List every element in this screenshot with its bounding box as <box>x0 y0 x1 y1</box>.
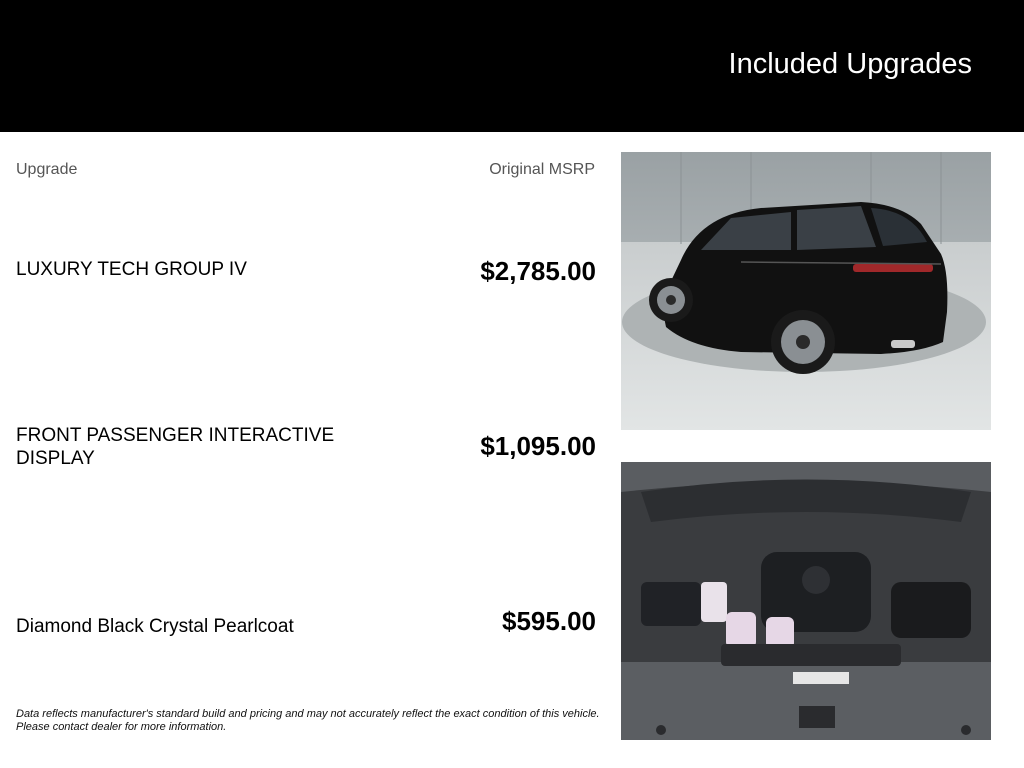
upgrade-price-2: $1,095.00 <box>480 431 596 461</box>
column-header-upgrade: Upgrade <box>16 161 78 178</box>
upgrade-price-1: $2,785.00 <box>480 256 596 286</box>
engine-bay-photo <box>621 462 991 740</box>
column-header-msrp: Original MSRP <box>489 161 595 178</box>
upgrade-name-1: LUXURY TECH GROUP IV <box>16 259 247 280</box>
upgrade-name-3: Diamond Black Crystal Pearlcoat <box>16 616 294 637</box>
header-banner <box>0 0 1024 132</box>
upgrade-price-3: $595.00 <box>502 606 596 636</box>
upgrade-name-2: FRONT PASSENGER INTERACTIVE DISPLAY <box>16 425 335 469</box>
disclaimer-text: Data reflects manufacturer's standard build and pricing and may not accurately reflect the exact condition of this vehicle. Please contact dealer for more information. <box>16 708 600 733</box>
vehicle-exterior-photo <box>621 152 991 430</box>
page-title: Included Upgrades <box>728 48 972 80</box>
